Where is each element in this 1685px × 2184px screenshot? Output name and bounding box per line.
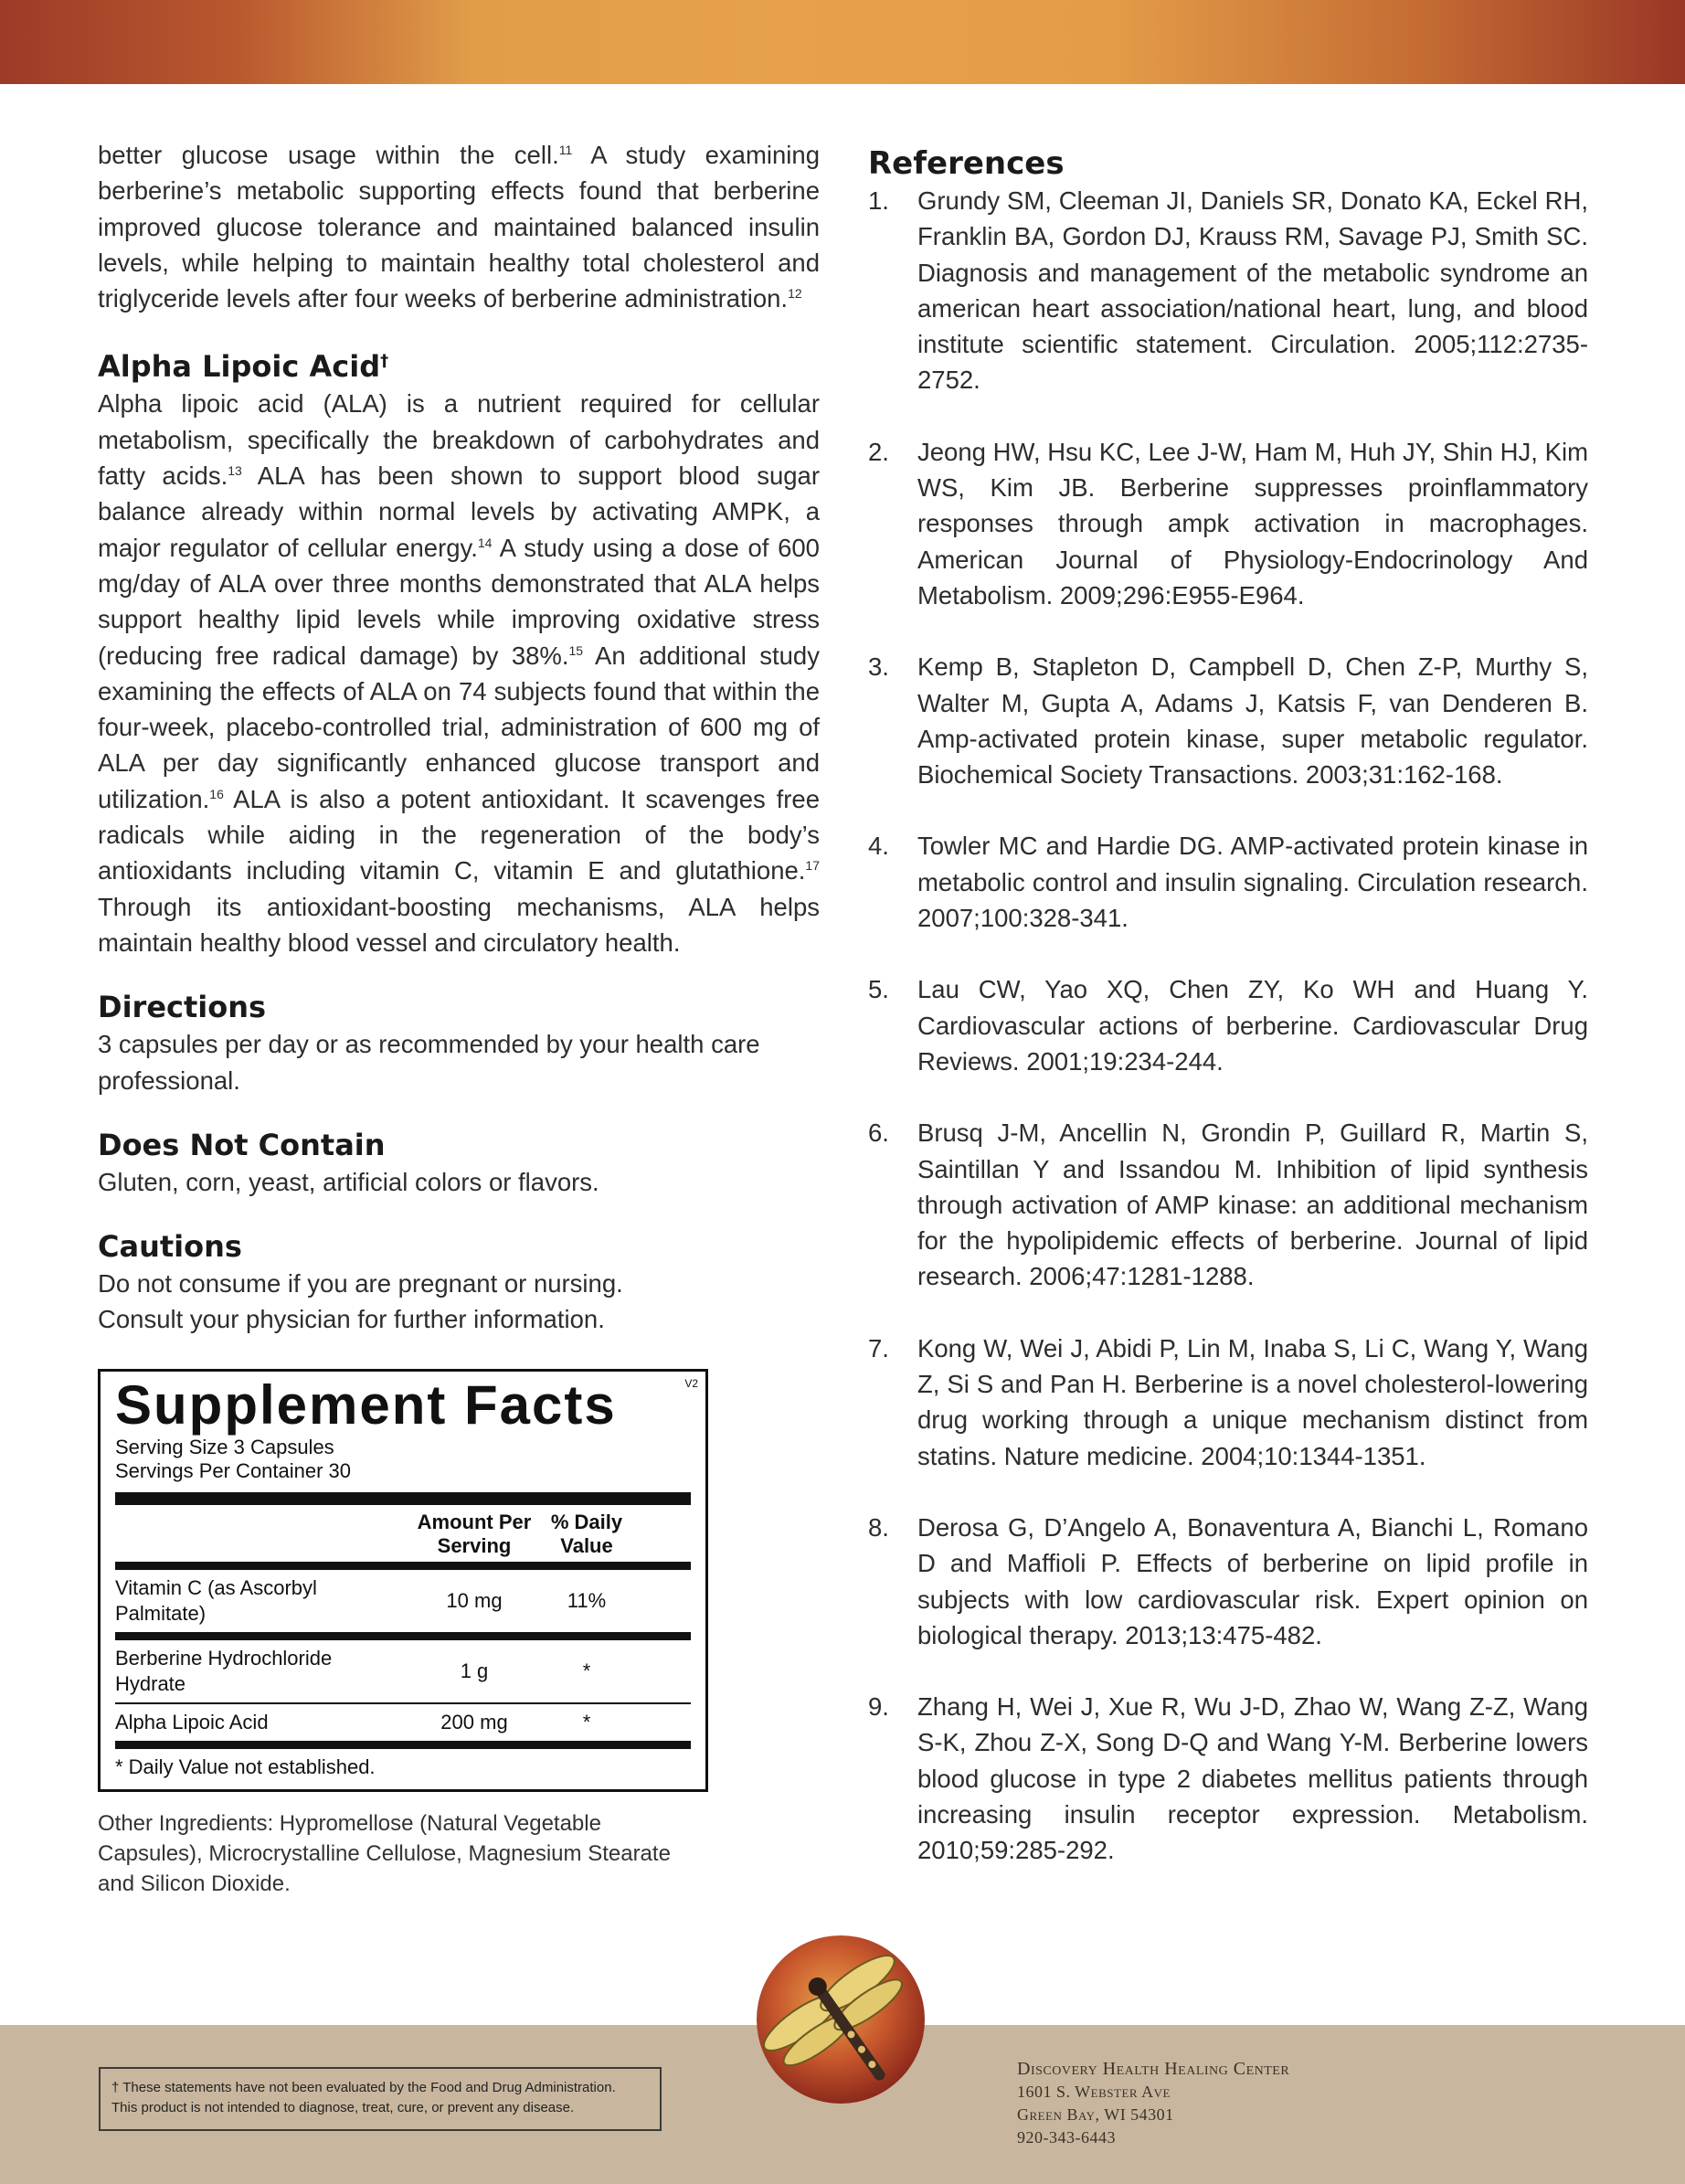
directions-heading: Directions [98, 990, 267, 1025]
servings-per-container: Servings Per Container 30 [115, 1458, 352, 1482]
amount-header-line-1: Amount Per [417, 1510, 532, 1533]
reference-item [868, 971, 1588, 1079]
ingredient-dv: 11% [567, 1588, 607, 1612]
citation-12: 12 [788, 286, 802, 302]
reference-number: 1. [868, 186, 889, 215]
reference-text: Kemp B, Stapleton D, Campbell D, Chen Z-P, Murthy S, Walter M, Gupta A, Adams J, Katsis F, van Denderen B. Amp-activated protein kinase, super metabolic regulator. Biochemical Society Transactions. 2003;31:162-168. [917, 652, 1588, 790]
ala-heading [98, 347, 820, 386]
reference-text: Kong W, Wei J, Abidi P, Lin M, Inaba S, Li C, Wang Y, Wang Z, Si S and Pan H. Berberine is a novel cholesterol-lowering drug working through a unique mechanism distinct from statins. Nature medicine. 2004;10:1344-1351. [917, 1333, 1588, 1470]
does-not-contain-heading: Does Not Contain [98, 1127, 386, 1162]
right-column [868, 144, 1588, 1904]
reference-item [868, 183, 1588, 398]
reference-text: Grundy SM, Cleeman JI, Daniels SR, Donato KA, Eckel RH, Franklin BA, Gordon DJ, Krauss RM, Savage PJ, Smith SC. Diagnosis and management of the metabolic syndrome an american heart association/national heart, lung, and blood institute scientific statement. Circulation. 2005;112:2735-2752. [917, 186, 1588, 395]
amount-per-serving-header [408, 1511, 541, 1558]
reference-text: Lau CW, Yao XQ, Chen ZY, Ko WH and Huang Y. Cardiovascular actions of berberine. Cardiovascular Drug Reviews. 2001;19:234-244. [917, 975, 1588, 1076]
references-heading: References [868, 145, 1065, 182]
ingredient-dv: * [582, 1659, 591, 1682]
intro-text-b: A study examining berberine’s metabolic supporting effects found that berberine improved glucose tolerance and maintained balanced insulin levels, while helping to maintain healthy total cholesterol and triglyceride levels after four weeks of berberine administration. [98, 141, 820, 313]
left-column [98, 137, 820, 1899]
other-ingredients: Other Ingredients: Hypromellose (Natural Vegetable Capsules), Microcrystalline Cellulose, Magnesium Stearate and Silicon Dioxide. [98, 1810, 671, 1896]
dagger-mark: † [380, 351, 389, 371]
divider-medium [115, 1741, 691, 1749]
divider-medium [115, 1562, 691, 1570]
citation-15: 15 [568, 642, 584, 658]
supplement-facts-title: Supplement Facts [115, 1373, 617, 1436]
clinic-name: Discovery Health Healing Center [1017, 2059, 1290, 2079]
ingredient-dv: * [582, 1710, 591, 1733]
ala-text-2: ALA has been shown to support blood sugar balance already within normal levels by activating AMPK, a major regulator of cellular energy. [98, 461, 820, 562]
dv-header-line-1: % Daily [550, 1510, 623, 1533]
clinic-phone: 920-343-6443 [1017, 2128, 1116, 2147]
reference-number: 7. [868, 1333, 889, 1362]
intro-paragraph [98, 137, 820, 316]
ala-text-1: Alpha lipoic acid (ALA) is a nutrient required for cellular metabolism, specifically the breakdown of carbohydrates and fatty acids. [98, 389, 820, 491]
disclaimer-line-2: This product is not intended to diagnose, treat, cure, or prevent any disease. [111, 2100, 575, 2115]
citation-14: 14 [477, 535, 493, 550]
references-list [868, 183, 1588, 1869]
facts-row [115, 1704, 691, 1741]
reference-item [868, 434, 1588, 613]
facts-header-row [115, 1505, 691, 1562]
ala-text-3: A study using a dose of 600 mg/day of ALA over three months demonstrated that ALA helps support healthy lipid levels while improving oxidative stress (reducing free radical damage) by 38%. [98, 533, 820, 670]
reference-text: Derosa G, D’Angelo A, Bonaventura A, Bianchi L, Romano D and Maffioli P. Effects of berberine on lipid profile in subjects with low cardiovascular risk. Expert opinion on biological therapy. 2013;13:475-482. [917, 1512, 1588, 1649]
citation-13: 13 [228, 462, 242, 478]
reference-number: 9. [868, 1692, 889, 1722]
divider-thick [115, 1492, 691, 1505]
fda-disclaimer-box [99, 2067, 662, 2131]
facts-row [115, 1570, 691, 1632]
panel-version: V2 [684, 1376, 698, 1390]
reference-number: 4. [868, 832, 889, 861]
reference-item [868, 1115, 1588, 1294]
clinic-street: 1601 S. Webster Ave [1017, 2083, 1171, 2101]
reference-text: Zhang H, Wei J, Xue R, Wu J-D, Zhao W, Wang Z-Z, Wang S-K, Zhou Z-X, Song D-Q and Wang Y-M. Berberine lowers blood glucose in type 2 diabetes mellitus patients through increasing insulin receptor expression. Metabolism. 2010;59:285-292. [917, 1692, 1588, 1865]
clinic-address [1017, 2058, 1289, 2149]
reference-text: Brusq J-M, Ancellin N, Grondin P, Guillard R, Martin S, Saintillan Y and Issandou M. Inhibition of lipid synthesis through activation of AMP kinase: an additional mechanism for the hypolipidemic effects of berberine. Journal of lipid research. 2006;47:1281-1288. [917, 1119, 1588, 1291]
supplement-facts-panel [98, 1369, 708, 1792]
citation-16: 16 [209, 786, 224, 801]
reference-number: 6. [868, 1119, 889, 1148]
dv-header-line-2: Value [560, 1533, 613, 1557]
cautions-line-1: Do not consume if you are pregnant or nursing. [98, 1269, 623, 1299]
dragonfly-logo-icon [749, 1928, 932, 2111]
ingredient-name: Berberine Hydrochloride Hydrate [115, 1646, 333, 1695]
ingredient-name: Alpha Lipoic Acid [115, 1710, 269, 1733]
daily-value-footnote: * Daily Value not established. [115, 1755, 376, 1778]
intro-text-a: better glucose usage within the cell. [98, 141, 559, 169]
serving-size: Serving Size 3 Capsules [115, 1435, 334, 1458]
daily-value-header [541, 1511, 632, 1558]
citation-11: 11 [558, 142, 573, 157]
header-color-bar [0, 0, 1685, 84]
ala-text-4: An additional study examining the effects of ALA on 74 subjects found that within the four-week, placebo-controlled trial, administration of 600 mg of ALA per day significantly enhanced glucose transport and utilization. [98, 641, 820, 813]
reference-item [868, 1331, 1588, 1474]
ingredient-amount: 1 g [460, 1659, 489, 1682]
cautions-heading: Cautions [98, 1229, 242, 1265]
reference-item [868, 1689, 1588, 1868]
citation-17: 17 [805, 858, 820, 874]
reference-item [868, 1510, 1588, 1653]
reference-text: Towler MC and Hardie DG. AMP-activated protein kinase in metabolic control and insulin signaling. Circulation research. 2007;100:328-341. [917, 832, 1588, 933]
facts-row [115, 1640, 691, 1702]
reference-number: 8. [868, 1512, 889, 1542]
reference-number: 3. [868, 652, 889, 682]
directions-text: 3 capsules per day or as recommended by your health care professional. [98, 1030, 760, 1095]
reference-number: 5. [868, 975, 889, 1004]
disclaimer-line-1: † These statements have not been evaluated by the Food and Drug Administration. [111, 2080, 616, 2095]
ala-paragraph [98, 386, 820, 960]
ala-heading-text: Alpha Lipoic Acid [98, 349, 381, 385]
divider-medium [115, 1632, 691, 1640]
ingredient-name: Vitamin C (as Ascorbyl Palmitate) [115, 1575, 317, 1625]
ingredient-amount: 10 mg [446, 1588, 503, 1612]
cautions-line-2: Consult your physician for further information. [98, 1305, 605, 1334]
reference-number: 2. [868, 437, 889, 466]
reference-item [868, 828, 1588, 936]
clinic-city: Green Bay, WI 54301 [1017, 2105, 1174, 2124]
does-not-contain-text: Gluten, corn, yeast, artificial colors or flavors. [98, 1167, 599, 1196]
amount-header-line-2: Serving [437, 1533, 512, 1557]
reference-text: Jeong HW, Hsu KC, Lee J-W, Ham M, Huh JY, Shin HJ, Kim WS, Kim JB. Berberine suppresses proinflammatory responses through ampk activation in macrophages. American Journal of Physiology-Endocrinology And Metabolism. 2009;296:E955-E964. [917, 437, 1588, 610]
ala-text-6: Through its antioxidant-boosting mechanisms, ALA helps maintain healthy blood vessel and circulatory health. [98, 892, 820, 957]
reference-item [868, 649, 1588, 792]
ingredient-amount: 200 mg [440, 1710, 508, 1733]
ala-text-5: ALA is also a potent antioxidant. It scavenges free radicals while aiding in the regeneration of the body’s antioxidants including vitamin C, vitamin E and glutathione. [98, 784, 820, 885]
